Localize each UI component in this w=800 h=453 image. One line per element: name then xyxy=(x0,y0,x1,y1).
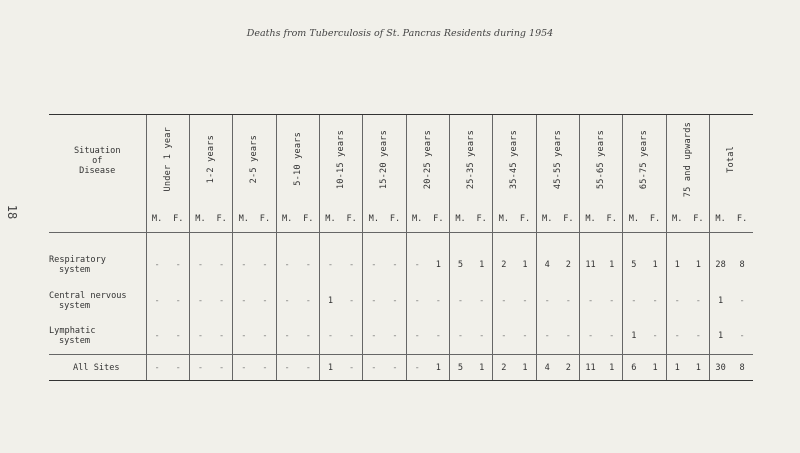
sex-label-female: F. xyxy=(471,207,493,233)
sex-label-female: F. xyxy=(211,207,233,233)
age-group-label: 45-55 years xyxy=(552,129,563,189)
table-cell: 6 xyxy=(623,355,645,381)
table-cell: - xyxy=(363,247,385,283)
table-cell: - xyxy=(363,319,385,355)
table-cell: - xyxy=(565,295,571,306)
table-cell: 2 xyxy=(493,355,515,381)
table-cell: 1 xyxy=(609,259,615,270)
table-cell: - xyxy=(276,319,298,355)
age-group-header xyxy=(709,115,753,207)
row-label xyxy=(49,319,146,355)
table-cell: - xyxy=(262,259,268,270)
table-cell: - xyxy=(579,283,601,319)
table-row xyxy=(49,247,753,283)
table-cell: 1 xyxy=(319,283,341,319)
sex-label-male: M. xyxy=(319,207,341,233)
table-cell: 1 xyxy=(666,247,688,283)
row-label-line: Central nervous xyxy=(49,290,127,301)
table-cell: - xyxy=(363,283,385,319)
table-cell: 1 xyxy=(695,259,701,270)
age-group-label: 75 and upwards xyxy=(682,121,693,197)
table-cell: - xyxy=(739,295,745,306)
sex-label-male: M. xyxy=(449,207,471,233)
table-cell: 1 xyxy=(644,355,666,381)
table-cell: - xyxy=(522,295,528,306)
age-group-label: 35-45 years xyxy=(509,129,520,189)
situation-header xyxy=(49,115,146,207)
table-cell: - xyxy=(254,355,276,381)
table-cell: 1 xyxy=(709,283,731,319)
age-group-header xyxy=(579,115,622,207)
table-cell: - xyxy=(189,319,211,355)
sex-label-male: M. xyxy=(146,207,168,233)
sex-label-male: M. xyxy=(666,207,688,233)
age-group-header xyxy=(449,115,492,207)
table-cell: - xyxy=(392,295,398,306)
age-group-header xyxy=(319,115,362,207)
table-cell: - xyxy=(189,283,211,319)
table-cell: 1 xyxy=(514,355,536,381)
table-cell: - xyxy=(406,355,428,381)
table-cell: - xyxy=(219,259,225,270)
table-cell: - xyxy=(276,247,298,283)
table-cell: 11 xyxy=(579,355,601,381)
table-cell: 8 xyxy=(731,355,753,381)
sex-label-female: F. xyxy=(731,207,753,233)
table-cell: 2 xyxy=(565,259,571,270)
table-cell: - xyxy=(276,283,298,319)
table-cell: - xyxy=(392,331,398,342)
situation-header-line: Situation xyxy=(73,145,121,156)
table-cell: - xyxy=(319,319,341,355)
table-cell: - xyxy=(146,355,168,381)
age-group-label: 10-15 years xyxy=(336,129,347,189)
sex-label-female: F. xyxy=(168,207,190,233)
table-cell: - xyxy=(146,283,168,319)
table-cell: - xyxy=(298,355,320,381)
table-cell: - xyxy=(435,295,441,306)
sex-label-female: F. xyxy=(254,207,276,233)
table-cell: 1 xyxy=(623,319,645,355)
row-label-line: All Sites xyxy=(73,362,120,373)
table-cell: 11 xyxy=(579,247,601,283)
table-cell: - xyxy=(175,295,181,306)
table-cell: 30 xyxy=(709,355,731,381)
age-group-header xyxy=(493,115,536,207)
table-cell: - xyxy=(392,259,398,270)
table-cell: - xyxy=(609,295,615,306)
table-cell: - xyxy=(233,355,255,381)
table-cell: - xyxy=(652,295,658,306)
table-cell: - xyxy=(695,331,701,342)
sex-label-male: M. xyxy=(493,207,515,233)
table-row xyxy=(49,319,753,355)
age-group-label: 1-2 years xyxy=(206,135,217,184)
age-group-header xyxy=(233,115,276,207)
sex-label-male: M. xyxy=(406,207,428,233)
table-cell: 1 xyxy=(709,319,731,355)
sex-label-female: F. xyxy=(298,207,320,233)
age-group-label: Under 1 year xyxy=(162,127,173,192)
age-group-header xyxy=(406,115,449,207)
age-group-label: 20-25 years xyxy=(422,129,433,189)
table-cell: 2 xyxy=(493,247,515,283)
table-cell: - xyxy=(305,295,311,306)
table-cell: - xyxy=(435,331,441,342)
age-group-label: 15-20 years xyxy=(379,129,390,189)
table-cell: - xyxy=(211,355,233,381)
age-group-label: Total xyxy=(726,145,737,173)
sex-label-female: F. xyxy=(428,207,450,233)
table-cell: - xyxy=(168,355,190,381)
table-cell: 1 xyxy=(601,355,623,381)
table-cell: - xyxy=(479,331,485,342)
table-row xyxy=(49,283,753,319)
age-group-header xyxy=(666,115,709,207)
sex-label-male: M. xyxy=(579,207,601,233)
table-cell: - xyxy=(652,331,658,342)
age-group-header xyxy=(189,115,232,207)
table-cell: - xyxy=(695,295,701,306)
row-label-line: system xyxy=(59,300,91,311)
row-label-line: system xyxy=(59,264,91,275)
tuberculosis-deaths-table xyxy=(49,114,753,381)
sex-label-male: M. xyxy=(536,207,558,233)
table-cell: 1 xyxy=(428,355,450,381)
sex-label-female: F. xyxy=(644,207,666,233)
table-cell: - xyxy=(384,355,406,381)
age-group-label: 2-5 years xyxy=(249,135,260,184)
table-cell: - xyxy=(536,319,558,355)
table-cell: - xyxy=(175,331,181,342)
page-title: Deaths from Tuberculosis of St. Pancras Residents during 1954 xyxy=(246,28,554,39)
sex-label-male: M. xyxy=(276,207,298,233)
table-cell: - xyxy=(349,331,355,342)
table-cell: - xyxy=(609,331,615,342)
table-cell: - xyxy=(146,247,168,283)
table-cell: 5 xyxy=(449,247,471,283)
sex-label-female: F. xyxy=(601,207,623,233)
age-group-label: 5-10 years xyxy=(292,132,303,187)
sex-label-male: M. xyxy=(233,207,255,233)
row-label-line: Lymphatic xyxy=(49,326,96,337)
table-cell: 8 xyxy=(739,259,745,270)
age-group-header xyxy=(623,115,666,207)
page-number: 18 xyxy=(5,204,20,220)
table-cell: - xyxy=(579,319,601,355)
table-cell: 1 xyxy=(435,259,441,270)
table-cell: - xyxy=(536,283,558,319)
age-group-header xyxy=(276,115,319,207)
table-cell: - xyxy=(262,331,268,342)
row-label xyxy=(49,247,146,283)
table-cell: 1 xyxy=(522,259,528,270)
situation-header-line: of xyxy=(92,155,103,166)
table-cell: - xyxy=(493,319,515,355)
table-cell: - xyxy=(262,295,268,306)
table-cell: - xyxy=(233,283,255,319)
age-group-header xyxy=(146,115,189,207)
row-label xyxy=(49,283,146,319)
row-label-line: Respiratory xyxy=(49,254,106,265)
age-group-header xyxy=(536,115,579,207)
age-group-label: 25-35 years xyxy=(466,129,477,189)
table-cell: - xyxy=(305,331,311,342)
sex-label-female: F. xyxy=(341,207,363,233)
table-cell: 1 xyxy=(652,259,658,270)
row-label xyxy=(49,355,146,381)
table-cell: 2 xyxy=(558,355,580,381)
situation-header-spacer xyxy=(49,207,146,233)
sex-label-female: F. xyxy=(514,207,536,233)
table-cell: - xyxy=(406,247,428,283)
table-cell: - xyxy=(449,319,471,355)
table-cell: - xyxy=(233,247,255,283)
table-cell: 1 xyxy=(479,259,485,270)
table-cell: - xyxy=(406,319,428,355)
table-cell: 1 xyxy=(471,355,493,381)
table-cell: - xyxy=(349,259,355,270)
table-cell: - xyxy=(341,355,363,381)
table-cell: 5 xyxy=(449,355,471,381)
sex-label-female: F. xyxy=(688,207,710,233)
table-cell: - xyxy=(522,331,528,342)
table-cell: - xyxy=(219,331,225,342)
table-cell: - xyxy=(305,259,311,270)
table-cell: - xyxy=(479,295,485,306)
table-cell: - xyxy=(276,355,298,381)
sex-label-female: F. xyxy=(384,207,406,233)
sex-label-female: F. xyxy=(558,207,580,233)
table-cell: 5 xyxy=(623,247,645,283)
sex-label-male: M. xyxy=(709,207,731,233)
row-label-line: system xyxy=(59,336,91,347)
table-cell: - xyxy=(449,283,471,319)
table-cell: 1 xyxy=(319,355,341,381)
table-cell: - xyxy=(319,247,341,283)
sex-label-male: M. xyxy=(189,207,211,233)
table-cell: - xyxy=(189,247,211,283)
table-cell: - xyxy=(233,319,255,355)
table-row xyxy=(49,355,753,381)
table-cell: - xyxy=(623,283,645,319)
table-cell: - xyxy=(175,259,181,270)
table-cell: - xyxy=(406,283,428,319)
table-cell: 4 xyxy=(536,247,558,283)
table-cell: - xyxy=(146,319,168,355)
table-cell: - xyxy=(349,295,355,306)
sex-label-male: M. xyxy=(623,207,645,233)
table-cell: 1 xyxy=(688,355,710,381)
sex-label-male: M. xyxy=(363,207,385,233)
table-cell: 1 xyxy=(666,355,688,381)
table-cell: 4 xyxy=(536,355,558,381)
age-group-label: 65-75 years xyxy=(639,129,650,189)
table-cell: - xyxy=(565,331,571,342)
table-cell: - xyxy=(363,355,385,381)
table-cell: - xyxy=(666,283,688,319)
table-cell: 28 xyxy=(709,247,731,283)
age-group-header xyxy=(363,115,406,207)
situation-header-line: Disease xyxy=(79,165,116,176)
table-cell: - xyxy=(739,331,745,342)
age-group-label: 55-65 years xyxy=(596,129,607,189)
table-cell: - xyxy=(189,355,211,381)
table-cell: - xyxy=(493,283,515,319)
table-cell: - xyxy=(219,295,225,306)
table-cell: - xyxy=(666,319,688,355)
